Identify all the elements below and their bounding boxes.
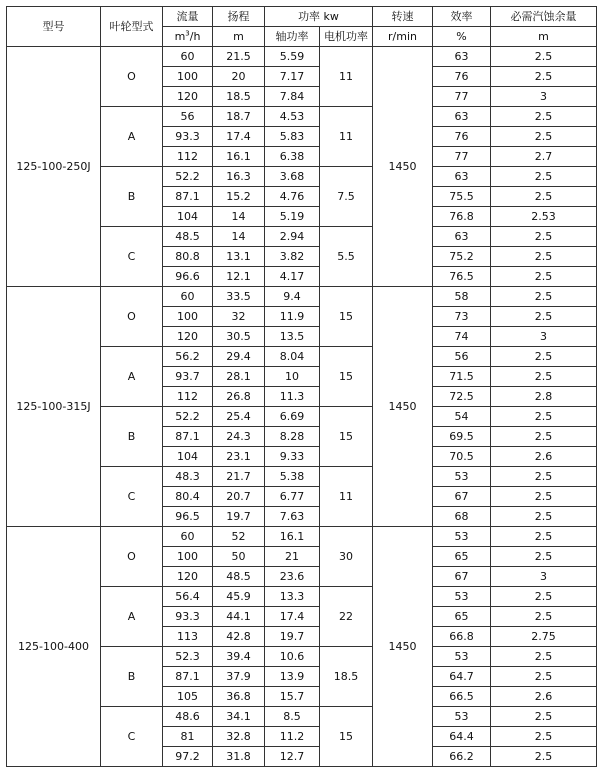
impeller-cell: C [101,467,163,527]
speed-cell: 1450 [373,47,433,287]
npsh-cell: 2.5 [491,227,597,247]
flow-cell: 52.2 [163,407,213,427]
shaft-power-cell: 13.3 [265,587,320,607]
efficiency-cell: 76 [433,67,491,87]
impeller-cell: A [101,347,163,407]
impeller-cell: B [101,407,163,467]
shaft-power-cell: 10.6 [265,647,320,667]
shaft-power-cell: 3.68 [265,167,320,187]
shaft-power-cell: 8.28 [265,427,320,447]
shaft-power-cell: 19.7 [265,627,320,647]
pump-spec-sheet [6,6,596,772]
head-cell: 29.4 [213,347,265,367]
head-cell: 12.1 [213,267,265,287]
table-body [7,47,597,767]
flow-cell: 93.7 [163,367,213,387]
impeller-cell: C [101,227,163,287]
head-cell: 25.4 [213,407,265,427]
header-npsh: 必需汽蚀余量 [491,7,597,27]
flow-cell: 48.6 [163,707,213,727]
head-cell: 42.8 [213,627,265,647]
header-head: 扬程 [213,7,265,27]
impeller-cell: A [101,107,163,167]
flow-cell: 97.2 [163,747,213,767]
npsh-cell: 2.5 [491,747,597,767]
shaft-power-cell: 4.17 [265,267,320,287]
header-npsh-unit: m [491,27,597,47]
efficiency-cell: 66.8 [433,627,491,647]
efficiency-cell: 74 [433,327,491,347]
head-cell: 34.1 [213,707,265,727]
npsh-cell: 2.5 [491,167,597,187]
shaft-power-cell: 9.4 [265,287,320,307]
head-cell: 20 [213,67,265,87]
head-cell: 31.8 [213,747,265,767]
head-cell: 18.5 [213,87,265,107]
efficiency-cell: 66.5 [433,687,491,707]
efficiency-cell: 53 [433,707,491,727]
header-model: 型号 [7,7,101,47]
header-efficiency: 效率 [433,7,491,27]
shaft-power-cell: 6.77 [265,487,320,507]
npsh-cell: 2.5 [491,667,597,687]
head-cell: 20.7 [213,487,265,507]
shaft-power-cell: 11.3 [265,387,320,407]
npsh-cell: 2.5 [491,527,597,547]
flow-cell: 96.6 [163,267,213,287]
npsh-cell: 3 [491,87,597,107]
npsh-cell: 3 [491,567,597,587]
shaft-power-cell: 11.9 [265,307,320,327]
shaft-power-cell: 5.19 [265,207,320,227]
npsh-cell: 2.5 [491,727,597,747]
shaft-power-cell: 7.84 [265,87,320,107]
efficiency-cell: 58 [433,287,491,307]
pump-performance-table [6,6,597,767]
header-motor-power: 电机功率 [320,27,373,47]
speed-cell: 1450 [373,527,433,767]
motor-power-cell: 7.5 [320,167,373,227]
model-cell: 125-100-250J [7,47,101,287]
flow-cell: 52.3 [163,647,213,667]
impeller-cell: B [101,647,163,707]
efficiency-cell: 76.8 [433,207,491,227]
impeller-cell: O [101,527,163,587]
speed-cell: 1450 [373,287,433,527]
motor-power-cell: 5.5 [320,227,373,287]
motor-power-cell: 15 [320,707,373,767]
efficiency-cell: 65 [433,547,491,567]
npsh-cell: 2.5 [491,67,597,87]
flow-cell: 100 [163,67,213,87]
flow-cell: 104 [163,207,213,227]
flow-cell: 96.5 [163,507,213,527]
table-header [7,7,597,47]
head-cell: 50 [213,547,265,567]
shaft-power-cell: 15.7 [265,687,320,707]
head-cell: 45.9 [213,587,265,607]
efficiency-cell: 53 [433,467,491,487]
table-row [7,527,597,547]
flow-cell: 112 [163,387,213,407]
shaft-power-cell: 4.76 [265,187,320,207]
shaft-power-cell: 9.33 [265,447,320,467]
npsh-cell: 2.6 [491,447,597,467]
shaft-power-cell: 4.53 [265,107,320,127]
model-cell: 125-100-315J [7,287,101,527]
head-cell: 16.3 [213,167,265,187]
efficiency-cell: 53 [433,647,491,667]
header-speed: 转速 [373,7,433,27]
shaft-power-cell: 3.82 [265,247,320,267]
npsh-cell: 2.5 [491,127,597,147]
efficiency-cell: 67 [433,567,491,587]
header-shaft-power: 轴功率 [265,27,320,47]
shaft-power-cell: 5.83 [265,127,320,147]
flow-cell: 48.3 [163,467,213,487]
motor-power-cell: 30 [320,527,373,587]
head-cell: 26.8 [213,387,265,407]
efficiency-cell: 73 [433,307,491,327]
npsh-cell: 2.5 [491,267,597,287]
header-efficiency-unit: % [433,27,491,47]
flow-cell: 80.8 [163,247,213,267]
shaft-power-cell: 21 [265,547,320,567]
npsh-cell: 2.5 [491,707,597,727]
efficiency-cell: 77 [433,147,491,167]
head-cell: 37.9 [213,667,265,687]
flow-cell: 81 [163,727,213,747]
table-row [7,47,597,67]
header-power: 功率 kw [265,7,373,27]
efficiency-cell: 76.5 [433,267,491,287]
motor-power-cell: 15 [320,287,373,347]
npsh-cell: 2.5 [491,367,597,387]
flow-cell: 56.4 [163,587,213,607]
efficiency-cell: 64.7 [433,667,491,687]
header-flow-unit: $m^3/h$ [163,27,213,47]
efficiency-cell: 54 [433,407,491,427]
flow-cell: 87.1 [163,667,213,687]
head-cell: 30.5 [213,327,265,347]
head-cell: 33.5 [213,287,265,307]
head-cell: 21.5 [213,47,265,67]
efficiency-cell: 69.5 [433,427,491,447]
flow-cell: 120 [163,327,213,347]
head-cell: 39.4 [213,647,265,667]
npsh-cell: 2.5 [491,107,597,127]
efficiency-cell: 65 [433,607,491,627]
flow-cell: 112 [163,147,213,167]
head-cell: 18.7 [213,107,265,127]
head-cell: 36.8 [213,687,265,707]
shaft-power-cell: 2.94 [265,227,320,247]
shaft-power-cell: 7.63 [265,507,320,527]
npsh-cell: 2.6 [491,687,597,707]
npsh-cell: 2.5 [491,347,597,367]
head-cell: 52 [213,527,265,547]
header-speed-unit: r/min [373,27,433,47]
impeller-cell: B [101,167,163,227]
efficiency-cell: 67 [433,487,491,507]
motor-power-cell: 15 [320,407,373,467]
flow-cell: 120 [163,87,213,107]
npsh-cell: 2.53 [491,207,597,227]
head-cell: 16.1 [213,147,265,167]
motor-power-cell: 11 [320,47,373,107]
impeller-cell: O [101,47,163,107]
efficiency-cell: 66.2 [433,747,491,767]
flow-cell: 87.1 [163,187,213,207]
flow-cell: 113 [163,627,213,647]
motor-power-cell: 15 [320,347,373,407]
head-cell: 19.7 [213,507,265,527]
efficiency-cell: 64.4 [433,727,491,747]
flow-cell: 105 [163,687,213,707]
efficiency-cell: 72.5 [433,387,491,407]
efficiency-cell: 63 [433,227,491,247]
efficiency-cell: 53 [433,527,491,547]
efficiency-cell: 53 [433,587,491,607]
npsh-cell: 2.5 [491,187,597,207]
shaft-power-cell: 13.9 [265,667,320,687]
head-cell: 21.7 [213,467,265,487]
flow-cell: 104 [163,447,213,467]
flow-cell: 60 [163,47,213,67]
head-cell: 28.1 [213,367,265,387]
efficiency-cell: 63 [433,47,491,67]
model-cell: 125-100-400 [7,527,101,767]
efficiency-cell: 68 [433,507,491,527]
efficiency-cell: 63 [433,107,491,127]
flow-cell: 52.2 [163,167,213,187]
npsh-cell: 2.7 [491,147,597,167]
impeller-cell: C [101,707,163,767]
npsh-cell: 2.5 [491,427,597,447]
shaft-power-cell: 11.2 [265,727,320,747]
flow-cell: 93.3 [163,607,213,627]
header-impeller: 叶轮型式 [101,7,163,47]
npsh-cell: 2.5 [491,47,597,67]
npsh-cell: 2.5 [491,507,597,527]
head-cell: 14 [213,207,265,227]
shaft-power-cell: 5.38 [265,467,320,487]
npsh-cell: 2.5 [491,307,597,327]
efficiency-cell: 56 [433,347,491,367]
head-cell: 48.5 [213,567,265,587]
shaft-power-cell: 8.5 [265,707,320,727]
flow-cell: 60 [163,527,213,547]
efficiency-cell: 75.2 [433,247,491,267]
motor-power-cell: 22 [320,587,373,647]
shaft-power-cell: 17.4 [265,607,320,627]
motor-power-cell: 11 [320,467,373,527]
shaft-power-cell: 7.17 [265,67,320,87]
npsh-cell: 2.5 [491,487,597,507]
head-cell: 32.8 [213,727,265,747]
head-cell: 15.2 [213,187,265,207]
flow-cell: 56 [163,107,213,127]
flow-cell: 56.2 [163,347,213,367]
flow-cell: 60 [163,287,213,307]
shaft-power-cell: 23.6 [265,567,320,587]
table-row [7,287,597,307]
flow-cell: 120 [163,567,213,587]
npsh-cell: 3 [491,327,597,347]
impeller-cell: O [101,287,163,347]
npsh-cell: 2.5 [491,247,597,267]
efficiency-cell: 70.5 [433,447,491,467]
npsh-cell: 2.5 [491,407,597,427]
shaft-power-cell: 12.7 [265,747,320,767]
shaft-power-cell: 13.5 [265,327,320,347]
header-row-1 [7,7,597,27]
npsh-cell: 2.8 [491,387,597,407]
npsh-cell: 2.5 [491,607,597,627]
head-cell: 17.4 [213,127,265,147]
flow-cell: 80.4 [163,487,213,507]
shaft-power-cell: 5.59 [265,47,320,67]
flow-cell: 100 [163,547,213,567]
shaft-power-cell: 16.1 [265,527,320,547]
motor-power-cell: 18.5 [320,647,373,707]
header-head-unit: m [213,27,265,47]
efficiency-cell: 77 [433,87,491,107]
npsh-cell: 2.75 [491,627,597,647]
head-cell: 32 [213,307,265,327]
header-flow: 流量 [163,7,213,27]
efficiency-cell: 75.5 [433,187,491,207]
head-cell: 44.1 [213,607,265,627]
npsh-cell: 2.5 [491,647,597,667]
flow-cell: 87.1 [163,427,213,447]
flow-cell: 48.5 [163,227,213,247]
npsh-cell: 2.5 [491,287,597,307]
shaft-power-cell: 8.04 [265,347,320,367]
efficiency-cell: 63 [433,167,491,187]
head-cell: 14 [213,227,265,247]
shaft-power-cell: 10 [265,367,320,387]
head-cell: 13.1 [213,247,265,267]
npsh-cell: 2.5 [491,547,597,567]
shaft-power-cell: 6.69 [265,407,320,427]
npsh-cell: 2.5 [491,587,597,607]
head-cell: 24.3 [213,427,265,447]
npsh-cell: 2.5 [491,467,597,487]
head-cell: 23.1 [213,447,265,467]
flow-cell: 100 [163,307,213,327]
impeller-cell: A [101,587,163,647]
shaft-power-cell: 6.38 [265,147,320,167]
efficiency-cell: 76 [433,127,491,147]
flow-cell: 93.3 [163,127,213,147]
motor-power-cell: 11 [320,107,373,167]
efficiency-cell: 71.5 [433,367,491,387]
